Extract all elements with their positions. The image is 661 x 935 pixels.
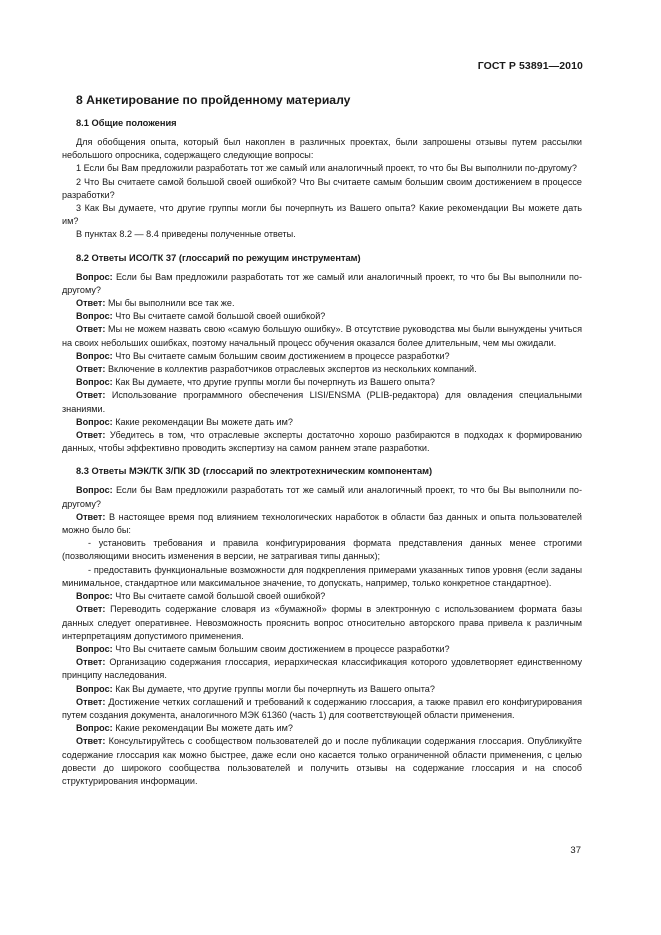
qa-label: Вопрос:	[76, 683, 113, 694]
list-item: - установить требования и правила конфигурирования формата представления данных менее строгими (позволяющими вносить изменения в версии, не затрагивая типы данных);	[62, 538, 582, 562]
qa-item	[62, 376, 582, 389]
qa-label: Ответ:	[76, 324, 106, 335]
qa-item	[62, 350, 582, 363]
qa-label: Ответ:	[76, 364, 106, 375]
qa-item	[62, 656, 582, 682]
document-body	[62, 92, 582, 788]
qa-text: Что Вы считаете самым большим своим достижением в процессе разработки?	[112, 643, 450, 654]
qa-item	[62, 603, 582, 643]
qa-text: Использование программного обеспечения LISI/ENSMA (PLIB-редактора) для овладения специальными знаниями.	[62, 390, 582, 414]
qa-text: Что Вы считаете самым большим своим достижением в процессе разработки?	[112, 350, 450, 361]
qa-text: В настоящее время под влиянием технологических наработок в области баз данных и опыта пользователей можно было бы:	[62, 511, 582, 536]
qa-item	[62, 416, 582, 429]
qa-label: Ответ:	[76, 390, 106, 401]
qa-label: Вопрос:	[76, 591, 113, 602]
qa-item	[62, 590, 582, 603]
qa-text: Включение в коллектив разработчиков отраслевых экспертов из нескольких компаний.	[105, 364, 477, 375]
paragraph: В пунктах 8.2 — 8.4 приведены полученные ответы.	[76, 229, 296, 240]
qa-text: Переводить содержание словаря из «бумажной» формы в электронную с использованием формата базы данных следует оперативнее. Невозможность прояснить вопрос относительно авторского права привела к различным интерпретациям допустимого применения.	[62, 604, 582, 641]
qa-label: Вопрос:	[76, 271, 113, 282]
qa-item	[62, 696, 582, 722]
qa-label: Ответ:	[76, 736, 106, 747]
qa-item	[62, 722, 582, 735]
qa-text: Если бы Вам предложили разработать тот же самый или аналогичный проект, то что бы Вы выполнили по-другому?	[62, 485, 582, 509]
qa-text: Если бы Вам предложили разработать тот же самый или аналогичный проект, то что бы Вы выполнили по-другому?	[62, 271, 582, 295]
question-item: 3 Как Вы думаете, что другие группы могли бы почерпнуть из Вашего опыта? Какие рекомендации Вы можете дать им?	[62, 203, 582, 227]
question-item: 2 Что Вы считаете самой большой своей ошибкой? Что Вы считаете самым большим своим достижением в процессе разработки?	[62, 176, 582, 200]
qa-item	[62, 735, 582, 788]
qa-label: Вопрос:	[76, 350, 113, 361]
page-number: 37	[570, 845, 581, 856]
standard-code-header: ГОСТ Р 53891—2010	[477, 60, 583, 72]
qa-item	[62, 484, 582, 510]
list-item: - предоставить функциональные возможности для подкрепления примерами указанных типов уровня (если заданы минимальное, стандартное или максимальное значение, то допускать, например, только конкретное стандартное).	[62, 564, 582, 588]
section-8-title: 8 Анкетирование по пройденному материалу	[76, 93, 351, 107]
qa-label: Вопрос:	[76, 311, 113, 322]
qa-text: Какие рекомендации Вы можете дать им?	[112, 723, 293, 734]
section-8-3-title: 8.3 Ответы МЭК/ТК 3/ПК 3D (глоссарий по электротехническим компонентам)	[76, 466, 433, 477]
qa-text: Достижение четких соглашений и требований к содержанию глоссария, а также правил его конфигурирования путем создания документа, аналогичного МЭК 61360 (часть 1) для соответствующей области применения.	[62, 696, 582, 720]
qa-item	[62, 429, 582, 455]
qa-label: Ответ:	[76, 696, 106, 707]
qa-text: Что Вы считаете самой большой своей ошибкой?	[112, 591, 326, 602]
qa-item	[62, 683, 582, 696]
qa-text: Как Вы думаете, что другие группы могли бы почерпнуть из Вашего опыта?	[112, 377, 435, 388]
section-8-2-title: 8.2 Ответы ИСО/ТК 37 (глоссарий по режущим инструментам)	[76, 252, 361, 263]
qa-text: Мы не можем назвать свою «самую большую ошибку». В отсутствие руководства мы были вынуждены учиться на своих небольших ошибках, поэтому начальный процесс обучения оказался более длительным, чем мы ожидали.	[62, 324, 582, 348]
qa-label: Ответ:	[76, 298, 106, 309]
qa-label: Ответ:	[76, 657, 106, 668]
qa-item	[62, 271, 582, 297]
qa-text: Что Вы считаете самой большой своей ошибкой?	[112, 311, 326, 322]
qa-item	[62, 310, 582, 323]
paragraph: Для обобщения опыта, который был накоплен в различных проектах, были запрошены отзывы путем рассылки небольшого опросника, содержащего следующие вопросы:	[62, 137, 582, 161]
qa-label: Вопрос:	[76, 723, 113, 734]
qa-label: Ответ:	[76, 511, 106, 522]
qa-item	[62, 363, 582, 376]
qa-label: Вопрос:	[76, 377, 113, 388]
qa-item	[62, 511, 582, 537]
qa-item	[62, 389, 582, 415]
qa-item	[62, 297, 582, 310]
qa-text: Консультируйтесь с сообществом пользователей до и после публикации содержания глоссария. Опубликуйте содержание глоссария как можно быстрее, даже если оно касается только ограниченной области применения, с целью довести до широкого сообщества пользователей и получить отзывы на содержание глоссария и на способ структурирования информации.	[62, 736, 582, 786]
qa-text: Мы бы выполнили все так же.	[105, 298, 235, 309]
qa-text: Убедитесь в том, что отраслевые эксперты достаточно хорошо разбираются в подходах к формированию данных, чтобы эффективно проводить экспертизу на самом раннем этапе разработки.	[62, 430, 582, 454]
qa-label: Вопрос:	[76, 485, 113, 496]
qa-text: Какие рекомендации Вы можете дать им?	[112, 416, 293, 427]
qa-item	[62, 323, 582, 349]
qa-label: Ответ:	[76, 604, 106, 615]
question-item: 1 Если бы Вам предложили разработать тот же самый или аналогичный проект, то что бы Вы выполнили по-другому?	[76, 163, 577, 174]
qa-label: Вопрос:	[76, 416, 113, 427]
qa-label: Вопрос:	[76, 643, 113, 654]
qa-item	[62, 643, 582, 656]
section-8-1-title: 8.1 Общие положения	[76, 118, 177, 128]
qa-label: Ответ:	[76, 430, 106, 441]
qa-text: Организацию содержания глоссария, иерархическая классификация которого удовлетворяет единственному принципу наследования.	[62, 657, 582, 681]
qa-text: Как Вы думаете, что другие группы могли бы почерпнуть из Вашего опыта?	[112, 683, 435, 694]
